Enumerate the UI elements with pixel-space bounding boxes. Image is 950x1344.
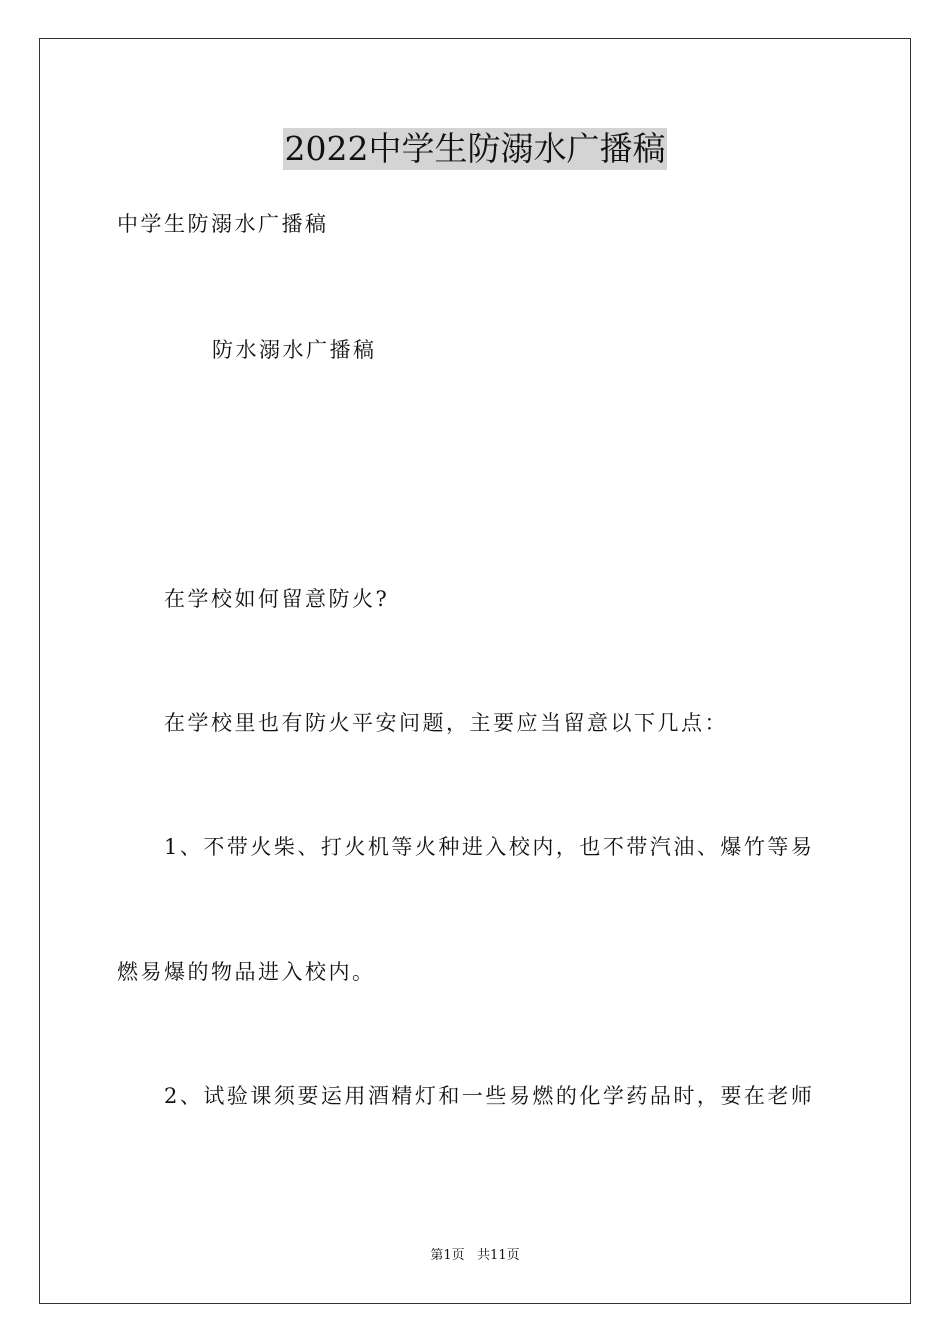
page-number-footer: 第1页 共11页 [430,1248,520,1263]
paragraph: 燃易爆的物品进入校内。 [117,960,376,984]
document-title: 2022中学生防溺水广播稿 [284,129,666,168]
title-container [0,128,950,170]
document-subtitle: 中学生防溺水广播稿 [117,212,329,236]
paragraph: 在学校如何留意防火? [164,587,390,611]
paragraph: 在学校里也有防火平安问题，主要应当留意以下几点： [164,711,728,735]
paragraph: 2、试验课须要运用酒精灯和一些易燃的化学药品时，要在老师 [164,1084,815,1108]
paragraph: 1、不带火柴、打火机等火种进入校内，也不带汽油、爆竹等易 [164,835,815,859]
section-heading: 防水溺水广播稿 [212,338,377,362]
